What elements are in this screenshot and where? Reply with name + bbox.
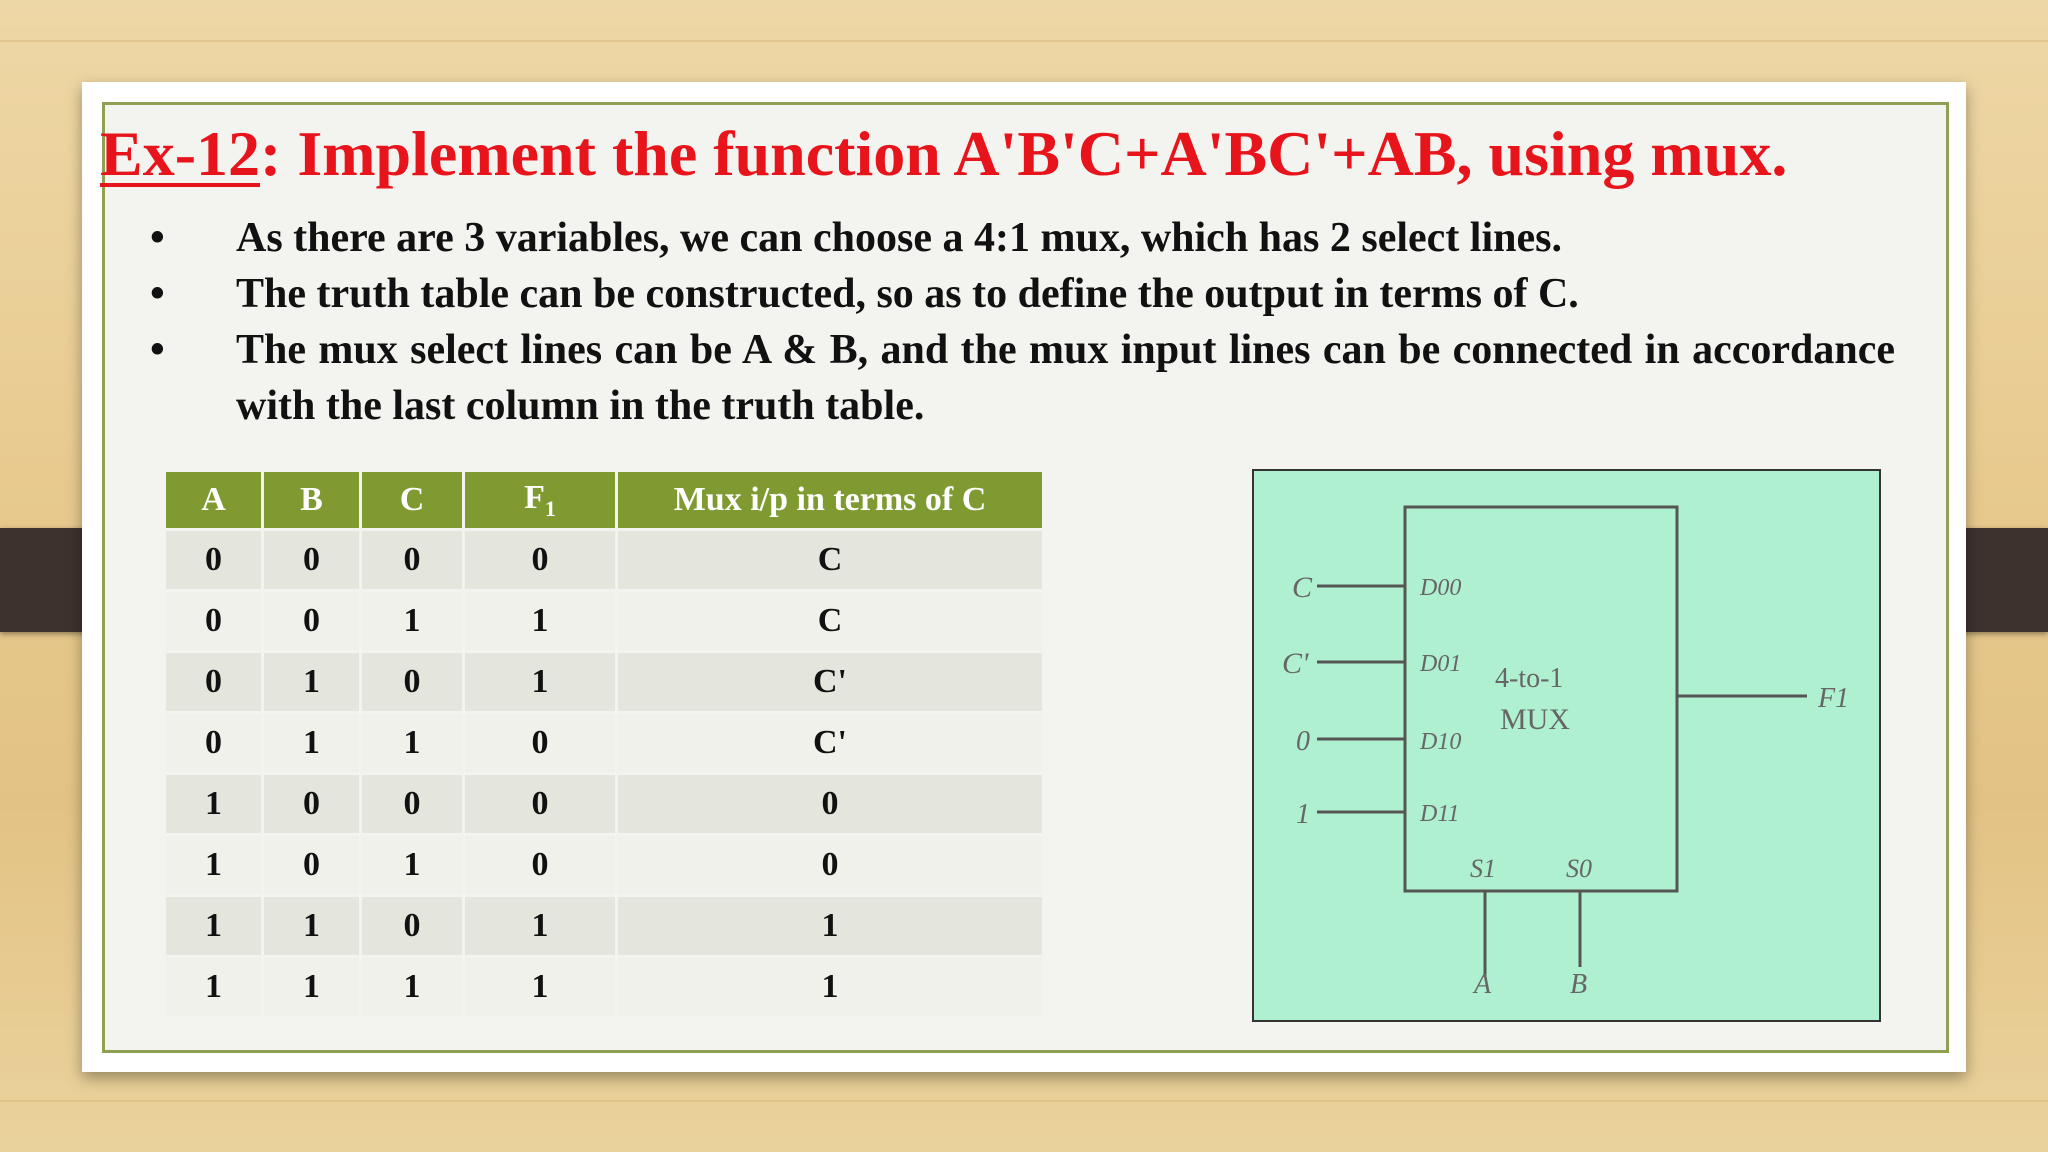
table-cell: 0 xyxy=(362,531,462,589)
bullet-list xyxy=(150,210,1895,434)
table-cell: 1 xyxy=(362,958,462,1016)
table-cell: 0 xyxy=(264,531,359,589)
table-cell: 0 xyxy=(166,653,261,711)
table-cell: 1 xyxy=(465,958,615,1016)
truth-table-body xyxy=(166,531,1042,1016)
title-example-number: Ex-12 xyxy=(100,118,260,189)
data-line-label: D11 xyxy=(1420,801,1460,827)
table-cell: 0 xyxy=(465,836,615,894)
table-cell: 0 xyxy=(465,775,615,833)
table-cell: 0 xyxy=(166,592,261,650)
table-cell: 1 xyxy=(166,958,261,1016)
bullet-text: The mux select lines can be A & B, and the mux input lines can be connected in accordance with the last column in the truth table. xyxy=(236,327,1895,429)
data-line-label: D01 xyxy=(1420,651,1462,677)
bullet-dot: • xyxy=(150,271,165,317)
table-cell: 0 xyxy=(618,836,1042,894)
table-row xyxy=(166,592,1042,650)
table-cell: C xyxy=(618,592,1042,650)
table-cell: 1 xyxy=(465,592,615,650)
table-row xyxy=(166,531,1042,589)
table-cell: 1 xyxy=(465,897,615,955)
table-cell: 0 xyxy=(264,592,359,650)
table-cell: C' xyxy=(618,714,1042,772)
select-label-s1: S1 xyxy=(1470,854,1496,883)
bullet-item xyxy=(150,210,1895,266)
table-cell: 0 xyxy=(264,836,359,894)
data-line-label: D10 xyxy=(1420,729,1462,755)
table-row xyxy=(166,714,1042,772)
table-cell: 1 xyxy=(264,958,359,1016)
input-label-0: 0 xyxy=(1296,726,1310,757)
table-cell: 0 xyxy=(166,714,261,772)
truth-table-header-row xyxy=(166,472,1042,528)
output-label: F1 xyxy=(1818,683,1850,714)
table-cell: 1 xyxy=(264,653,359,711)
title-text: : Implement the function A'B'C+A'BC'+AB, using mux. xyxy=(260,118,1788,189)
header-a: A xyxy=(166,472,261,528)
header-mux-input: Mux i/p in terms of C xyxy=(618,472,1042,528)
table-cell: 0 xyxy=(618,775,1042,833)
table-row xyxy=(166,775,1042,833)
truth-table xyxy=(163,469,1045,1019)
select-signal-b: B xyxy=(1570,969,1588,1000)
select-label-s0: S0 xyxy=(1566,854,1592,883)
table-cell: C xyxy=(618,531,1042,589)
table-cell: 0 xyxy=(264,775,359,833)
mux-block-label-1: 4-to-1 xyxy=(1495,663,1564,694)
input-label-1: 1 xyxy=(1296,799,1310,830)
table-cell: 1 xyxy=(166,897,261,955)
header-b: B xyxy=(264,472,359,528)
input-label-c: C xyxy=(1292,571,1313,604)
table-row xyxy=(166,897,1042,955)
header-f-subscript: 1 xyxy=(544,495,556,521)
data-line-label: D00 xyxy=(1420,575,1462,601)
table-cell: 0 xyxy=(362,897,462,955)
table-cell: 1 xyxy=(618,897,1042,955)
wood-grain xyxy=(0,1100,2048,1102)
table-cell: 1 xyxy=(618,958,1042,1016)
bullet-dot: • xyxy=(150,327,165,373)
table-cell: 1 xyxy=(264,714,359,772)
table-cell: 1 xyxy=(362,836,462,894)
table-cell: 1 xyxy=(166,836,261,894)
mux-block-label-2: MUX xyxy=(1500,703,1571,736)
bullet-item xyxy=(150,266,1895,322)
table-cell: 0 xyxy=(362,775,462,833)
header-f-label: F xyxy=(524,478,545,516)
table-cell: 1 xyxy=(362,714,462,772)
header-c: C xyxy=(362,472,462,528)
table-cell: C' xyxy=(618,653,1042,711)
table-cell: 0 xyxy=(362,653,462,711)
table-row xyxy=(166,836,1042,894)
select-signal-a: A xyxy=(1474,969,1492,1000)
table-row xyxy=(166,653,1042,711)
slide-title xyxy=(100,108,1960,200)
bullet-item xyxy=(150,322,1895,434)
bullet-text: As there are 3 variables, we can choose a 4:1 mux, which has 2 select lines. xyxy=(236,215,1562,261)
table-cell: 0 xyxy=(465,714,615,772)
mux-diagram xyxy=(1252,469,1881,1022)
header-f1 xyxy=(465,472,615,528)
table-cell: 1 xyxy=(166,775,261,833)
table-row xyxy=(166,958,1042,1016)
table-cell: 1 xyxy=(362,592,462,650)
diagram-background xyxy=(1253,470,1880,1021)
bullet-dot: • xyxy=(150,215,165,261)
table-cell: 0 xyxy=(166,531,261,589)
table-cell: 0 xyxy=(465,531,615,589)
wood-grain xyxy=(0,40,2048,42)
input-label-cbar: C' xyxy=(1282,647,1309,680)
bullet-text: The truth table can be constructed, so as to define the output in terms of C. xyxy=(236,271,1579,317)
table-cell: 1 xyxy=(465,653,615,711)
table-cell: 1 xyxy=(264,897,359,955)
